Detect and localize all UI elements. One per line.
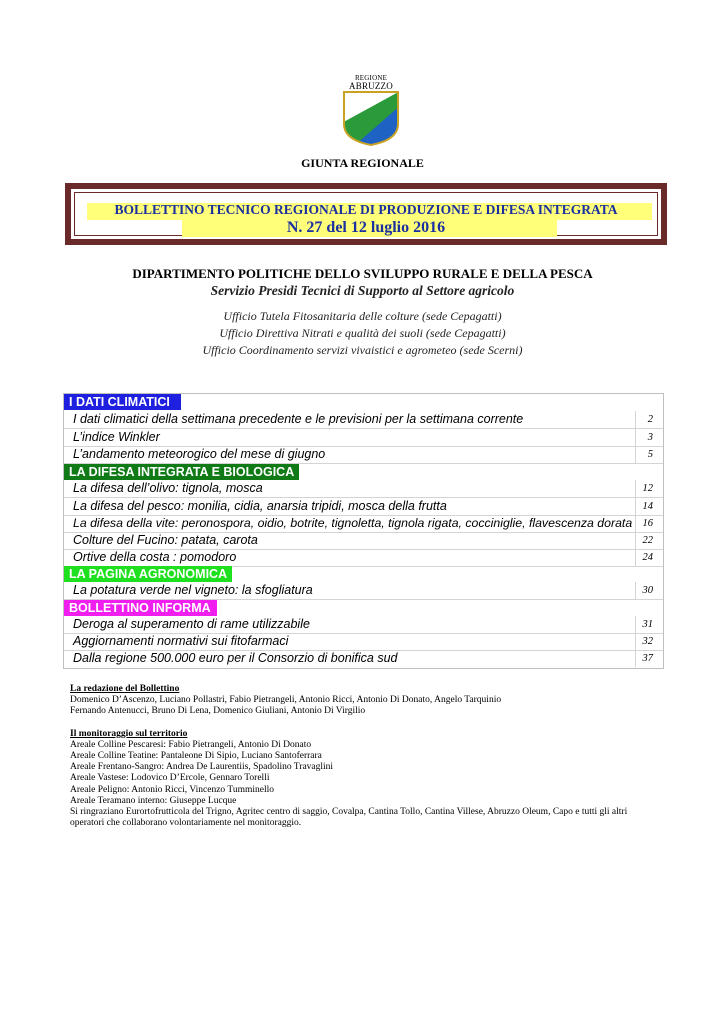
toc-item-text: I dati climatici della settimana precedente e le previsioni per la settimana corrente xyxy=(73,412,524,426)
credits-line: Si ringraziano Eurortofrutticola del Trigno, Agritec centro di saggio, Covalpa, Cantina Tollo, Cantina Villese, Abruzzo Oleum, Capo e tutti gli altri xyxy=(70,807,628,818)
toc-item-text: Colture del Fucino: patata, carota xyxy=(73,533,258,547)
toc-item-text: Deroga al superamento di rame utilizzabile xyxy=(73,617,310,631)
service-name: Servizio Presidi Tecnici di Supporto al Settore agricolo xyxy=(210,283,515,298)
logo-line-2: ABRUZZO xyxy=(349,81,393,91)
toc-item-page: 37 xyxy=(635,650,663,667)
toc-item-page: 5 xyxy=(635,446,663,463)
credits-block xyxy=(70,684,670,829)
toc-section-header xyxy=(64,600,663,617)
office-line: Ufficio Tutela Fitosanitaria delle colture (sede Cepagatti) xyxy=(223,309,502,323)
toc-item-page: 22 xyxy=(635,532,663,549)
section-title-pagina-agronomica: LA PAGINA AGRONOMICA xyxy=(64,566,232,582)
toc-item-text: L’andamento meteorogico del mese di giugno xyxy=(73,447,326,461)
toc-item[interactable] xyxy=(64,411,663,429)
toc-item[interactable] xyxy=(64,498,663,516)
credits-line: Areale Vastese: Lodovico D’Ercole, Gennaro Torelli xyxy=(70,773,270,784)
credits-line: Areale Colline Pescaresi: Fabio Pietrangeli, Antonio Di Donato xyxy=(70,739,312,750)
toc-item-page: 12 xyxy=(635,480,663,497)
table-of-contents xyxy=(63,393,664,669)
toc-section-header xyxy=(64,394,663,411)
toc-item[interactable] xyxy=(64,549,663,567)
toc-item-page: 2 xyxy=(635,411,663,428)
toc-item-page: 16 xyxy=(635,515,663,532)
section-title-bollettino-informa: BOLLETTINO INFORMA xyxy=(64,600,217,616)
section-title-dati-climatici: I DATI CLIMATICI xyxy=(64,394,181,410)
toc-item-page: 32 xyxy=(635,633,663,650)
toc-item-text: La difesa dell’olivo: tignola, mosca xyxy=(73,481,263,495)
section-title-difesa-integrata: LA DIFESA INTEGRATA E BIOLOGICA xyxy=(64,464,299,480)
office-line: Ufficio Direttiva Nitrati e qualità dei suoli (sede Cepagatti) xyxy=(219,326,506,340)
bulletin-title: BOLLETTINO TECNICO REGIONALE DI PRODUZIONE E DIFESA INTEGRATA xyxy=(114,202,618,217)
toc-item[interactable] xyxy=(64,429,663,447)
toc-item-page: 31 xyxy=(635,616,663,633)
giunta-regionale-heading: GIUNTA REGIONALE xyxy=(301,156,424,170)
toc-item-page: 30 xyxy=(635,582,663,599)
toc-item[interactable] xyxy=(64,515,663,533)
toc-item-text: La potatura verde nel vigneto: la sfogliatura xyxy=(73,583,313,597)
toc-item[interactable] xyxy=(64,633,663,651)
credits-line: Fernando Antenucci, Bruno Di Lena, Domenico Giuliani, Antonio Di Virgilio xyxy=(70,706,366,717)
toc-item[interactable] xyxy=(64,532,663,550)
toc-item-page: 14 xyxy=(635,498,663,515)
toc-item-text: L’indice Winkler xyxy=(73,430,160,444)
toc-item-text: La difesa della vite: peronospora, oidio, botrite, tignoletta, tignola rigata, cocciniglie, flavescenza dorata xyxy=(73,516,633,530)
credits-line: operatori che collaborano volontariamente nel monitoraggio. xyxy=(70,818,302,829)
redazione-heading: La redazione del Bollettino xyxy=(70,684,180,694)
credits-line: Areale Teramano interno: Giuseppe Lucque xyxy=(70,795,237,806)
office-line: Ufficio Coordinamento servizi vivaistici e agrometeo (sede Scerni) xyxy=(202,343,523,357)
logo-line-1: REGIONE xyxy=(354,74,388,82)
toc-item-text: Ortive della costa : pomodoro xyxy=(73,550,237,564)
toc-item-text: Dalla regione 500.000 euro per il Consorzio di bonifica sud xyxy=(73,651,398,665)
abruzzo-shield-icon xyxy=(340,90,402,146)
toc-item[interactable] xyxy=(64,446,663,464)
bulletin-title-frame xyxy=(65,183,667,245)
department-name: DIPARTIMENTO POLITICHE DELLO SVILUPPO RURALE E DELLA PESCA xyxy=(132,266,593,281)
credits-line: Areale Frentano-Sangro: Andrea De Laurentiis, Spadolino Travaglini xyxy=(70,762,334,773)
bulletin-number: N. 27 del 12 luglio 2016 xyxy=(286,219,446,236)
credits-line: Areale Peligno: Antonio Ricci, Vincenzo Tumminello xyxy=(70,784,275,795)
toc-section-header xyxy=(64,566,663,583)
toc-item[interactable] xyxy=(64,582,663,600)
toc-item-page: 3 xyxy=(635,429,663,446)
toc-section-header xyxy=(64,464,663,481)
regione-abruzzo-logo xyxy=(340,74,402,146)
toc-item[interactable] xyxy=(64,480,663,498)
toc-item-page: 24 xyxy=(635,549,663,566)
toc-item-text: Aggiornamenti normativi sui fitofarmaci xyxy=(73,634,289,648)
credits-line: Areale Colline Teatine: Pantaleone Di Sipio, Luciano Santoferrara xyxy=(70,751,322,762)
credits-line: Domenico D’Ascenzo, Luciano Pollastri, Fabio Pietrangeli, Antonio Ricci, Antonio Di Donato, Angelo Tarquinio xyxy=(70,695,502,706)
monitoraggio-heading: Il monitoraggio sul territorio xyxy=(70,728,188,739)
toc-item[interactable] xyxy=(64,650,663,667)
toc-item[interactable] xyxy=(64,616,663,634)
toc-item-text: La difesa del pesco: monilia, cidia, anarsia tripidi, mosca della frutta xyxy=(73,499,447,513)
